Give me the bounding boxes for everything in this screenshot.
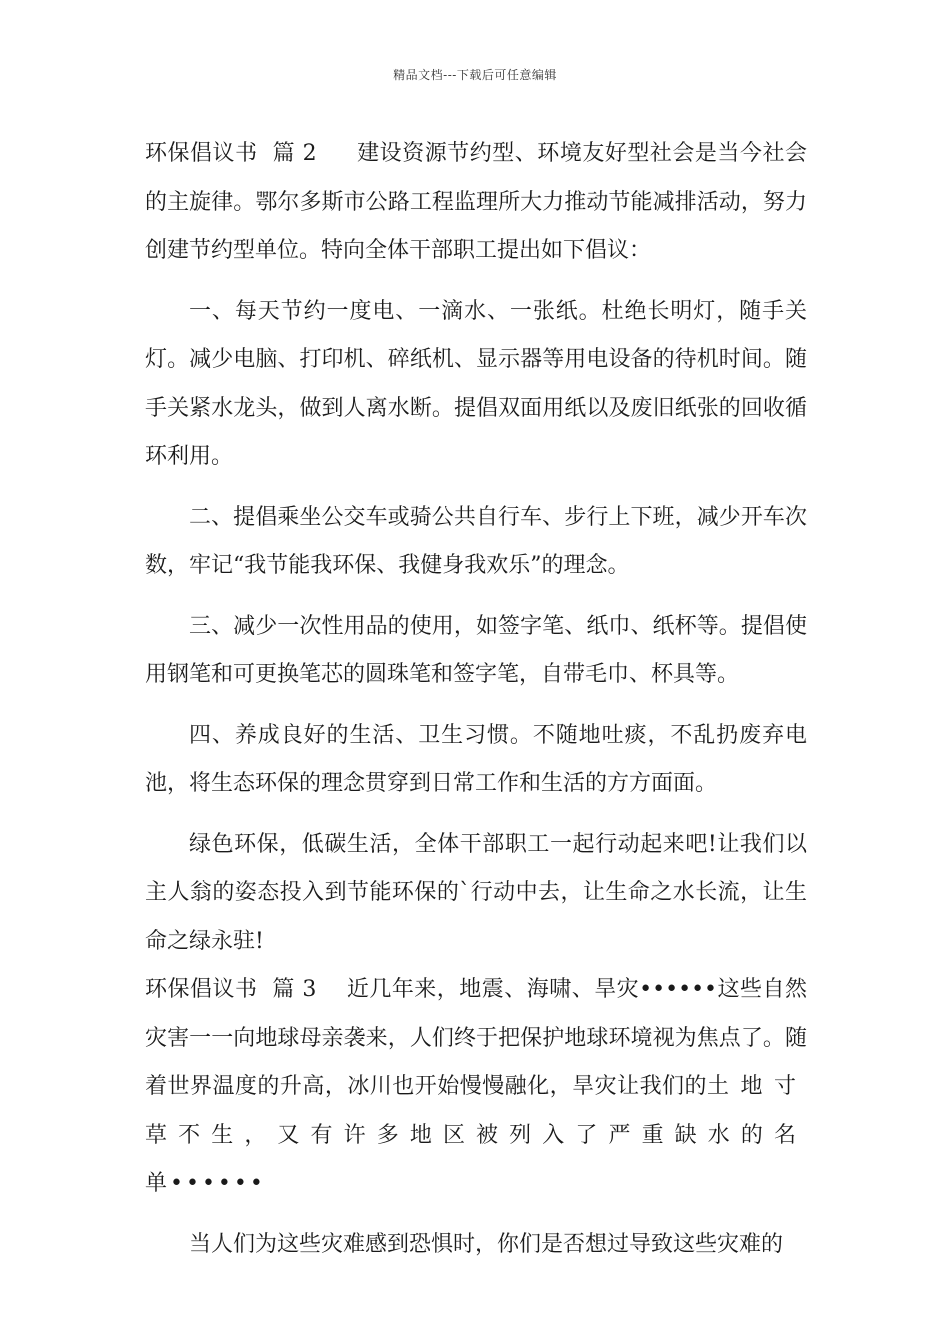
section-3-paragraph-2: 当人们为这些灾难感到恐惧时，你们是否想过导致这些灾难的 <box>189 1231 784 1257</box>
paragraph-spacer <box>145 591 807 603</box>
paragraph-spacer <box>145 482 807 494</box>
page-header: 精品文档---下载后可任意编辑 <box>393 68 557 82</box>
section-3-title: 环保倡议书 篇 3 <box>145 977 317 1002</box>
section-3-intro-spaced: 土地寸草不生，又有许多地区被列入了严重缺水的名 <box>145 1074 807 1148</box>
section-2-item-3: 三、减少一次性用品的使用，如签字笔、纸巾、纸杯等。提倡使用钢笔和可更换笔芯的圆珠笔和签字笔，自带毛巾、杯具等。 <box>145 613 807 687</box>
section-2-closing: 绿色环保，低碳生活，全体干部职工一起行动起来吧!让我们以主人翁的姿态投入到节能环保的`行动中去，让生命之水长流，让生命之绿永驻! <box>145 831 807 954</box>
section-2-intro-text: 建设资源节约型、环境友好型社会是当今社会的主旋律。鄂尔多斯市公路工程监理所大力推动节能减排活动，努力创建节约型单位。特向全体干部职工提出如下倡议： <box>145 141 807 263</box>
document-body <box>145 130 807 1269</box>
section-2-item-4: 四、养成良好的生活、卫生习惯。不随地吐痰，不乱扔废弃电池，将生态环保的理念贯穿到日常工作和生活的方方面面。 <box>145 722 807 796</box>
section-3-intro-paragraph <box>145 966 807 1209</box>
paragraph-spacer <box>145 276 807 288</box>
paragraph-spacer <box>145 700 807 712</box>
section-2-title: 环保倡议书 篇 2 <box>145 141 317 166</box>
section-2-item-1: 一、每天节约一度电、一滴水、一张纸。杜绝长明灯，随手关灯。减少电脑、打印机、碎纸机、显示器等用电设备的待机时间。随手关紧水龙头，做到人离水断。提倡双面用纸以及废旧纸张的回收循环利用。 <box>145 298 807 469</box>
section-2-intro-paragraph <box>145 130 807 276</box>
paragraph-spacer <box>145 809 807 821</box>
section-3-intro-lead: 近几年来，地震、海啸、旱灾••••••这些自然灾害一一向地球母亲袭来，人们终于把保护地球环境视为焦点了。随着世界温度的升高，冰川也开始慢慢融化，旱灾让我们的 <box>145 977 807 1099</box>
section-2-item-2: 二、提倡乘坐公交车或骑公共自行车、步行上下班，减少开车次数，牢记“我节能我环保、我健身我欢乐”的理念。 <box>145 504 807 578</box>
section-3-intro-tail: 单•••••• <box>145 1171 266 1196</box>
paragraph-spacer <box>145 1209 807 1221</box>
